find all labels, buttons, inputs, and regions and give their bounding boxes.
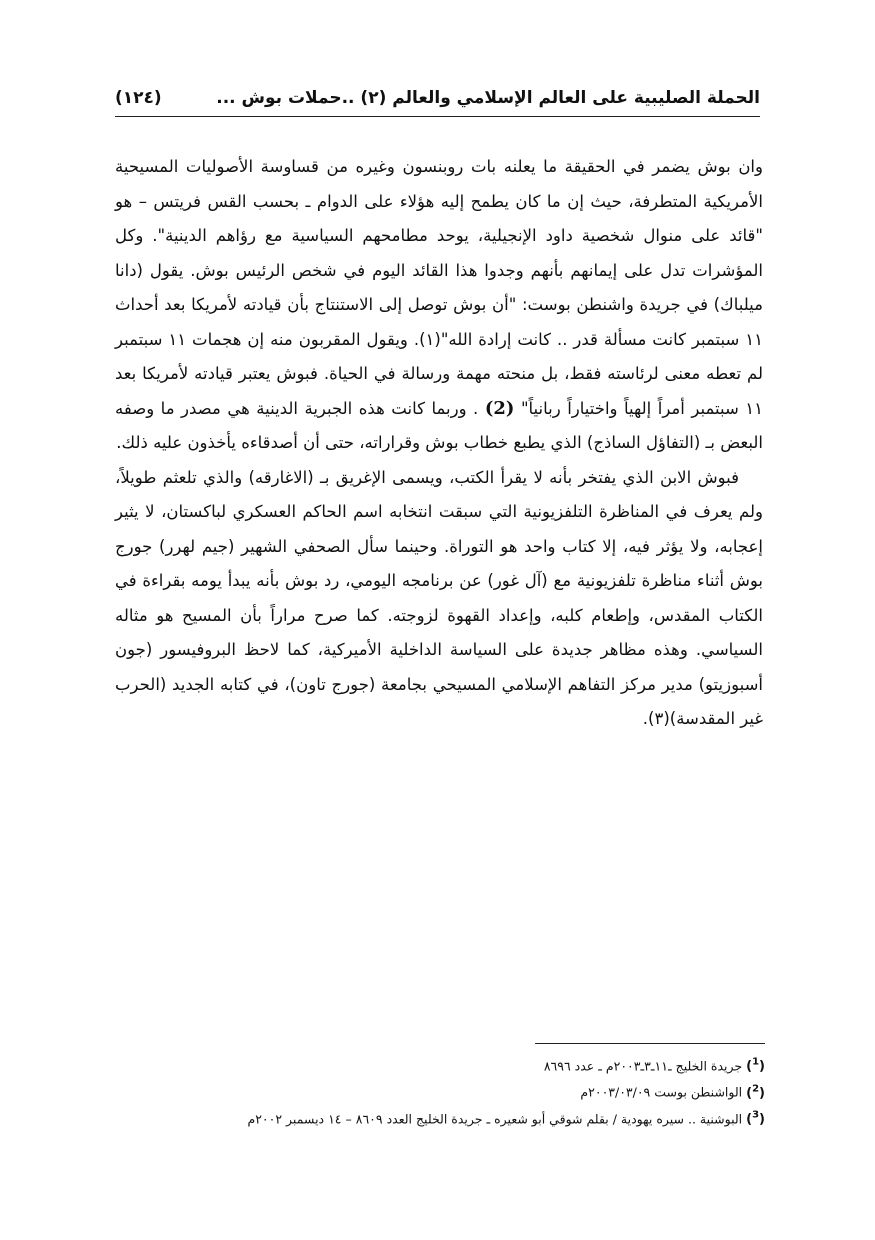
footnote-text: الواشنطن بوست ٢٠٠٣/٠٣/٠٩م — [580, 1084, 743, 1100]
footnote-item — [100, 1052, 765, 1078]
paragraph-text: وان بوش يضمر في الحقيقة ما يعلنه بات روبنسون وغيره من قساوسة الأصوليات المسيحية الأمريكية المتطرفة، حيث إن ما كان يطمح إليه هؤلاء على الدوام ـ بحسب القس فريتس – هو "قائد على منوال شخصية داود الإنجيلية، يوحد مطامحهم السياسية مع رؤاهم الدينية". وكل المؤشرات تدل على إيمانهم بأنهم وجدوا هذا القائد اليوم في شخص الرئيس بوش. يقول (دانا ميلباك) في جريدة واشنطن بوست: "أن بوش توصل إلى الاستنتاج بأن قيادته لأمريكا بعد أحداث ١١ سبتمبر كانت مسألة قدر .. كانت إرادة الله"(١). ويقول المقربون منه إن هجمات ١١ سبتمبر لم تعطه معنى لرئاسته فقط، بل منحته مهمة ورسالة في الحياة. فبوش يعتبر قيادته لأمريكا بعد ١١ سبتمبر أمراً إلهياً واختياراً ربانياً" — [115, 157, 764, 418]
paragraph: فبوش الابن الذي يفتخر بأنه لا يقرأ الكتب، ويسمى الإغريق بـ (الاغارقه) والذي تلعثم طويلاً، ولم يعرف في المناظرة التلفزيونية التي سبقت انتخابه اسم الحاكم العسكري لباكستان، لا يثير إعجابه، ولا يؤثر فيه، إلا كتاب واحد هو التوراة. وحينما سأل الصحفي الشهير (جيم لهرر) جورج بوش أثناء مناظرة تلفزيونية مع (آل غور) عن برنامجه اليومي، رد بوش بأنه يبدأ يومه بقراءة في الكتاب المقدس، وإطعام كلبه، وإعداد القهوة لزوجته. كما صرح مراراً بأن المسيح هو مثاله السياسي. وهذه مظاهر جديدة على السياسة الداخلية الأميركية، كما لاحظ البروفيسور (جون أسبوزيتو) مدير مركز التفاهم الإسلامي المسيحي بجامعة (جورج تاون)، في كتابه الجديد (الحرب غير المقدسة)(٣). — [115, 467, 763, 728]
page-number: (١٢٤) — [115, 88, 162, 108]
footnotes — [100, 1052, 765, 1131]
footnote-marker: ($^2$) — [746, 1083, 765, 1101]
footnote-reference: (2) — [484, 397, 515, 419]
footnote-text: البوشنية .. سيره يهودية / بقلم شوقي أبو شعيره ـ جريدة الخليج العدد ٨٦٠٩ – ١٤ ديسمبر ٢٠٠٢م — [247, 1110, 743, 1126]
footnote-text: جريدة الخليج ـ١١ـ٣ـ٢٠٠٣م ـ عدد ٨٦٩٦ — [543, 1058, 743, 1074]
header-title: الحملة الصليبية على العالم الإسلامي والعالم (٢) ..حملات بوش ... — [216, 88, 760, 108]
paragraph-text: . وربما كانت هذه الجبرية الدينية هي مصدر ما وصفه البعض بـ (التفاؤل الساذج) الذي يطبع خطاب بوش وقراراته، حتى أن أصدقاءه يأخذون عليه ذلك. — [115, 398, 763, 452]
footnote-marker: ($^3$) — [746, 1109, 765, 1127]
paragraph — [115, 150, 763, 461]
running-header — [115, 86, 760, 117]
footnote-item — [100, 1078, 765, 1104]
body-text — [115, 150, 763, 737]
footnote-marker: ($^1$) — [746, 1057, 765, 1075]
footnote-separator — [535, 1043, 765, 1044]
footnote-item — [100, 1105, 765, 1131]
